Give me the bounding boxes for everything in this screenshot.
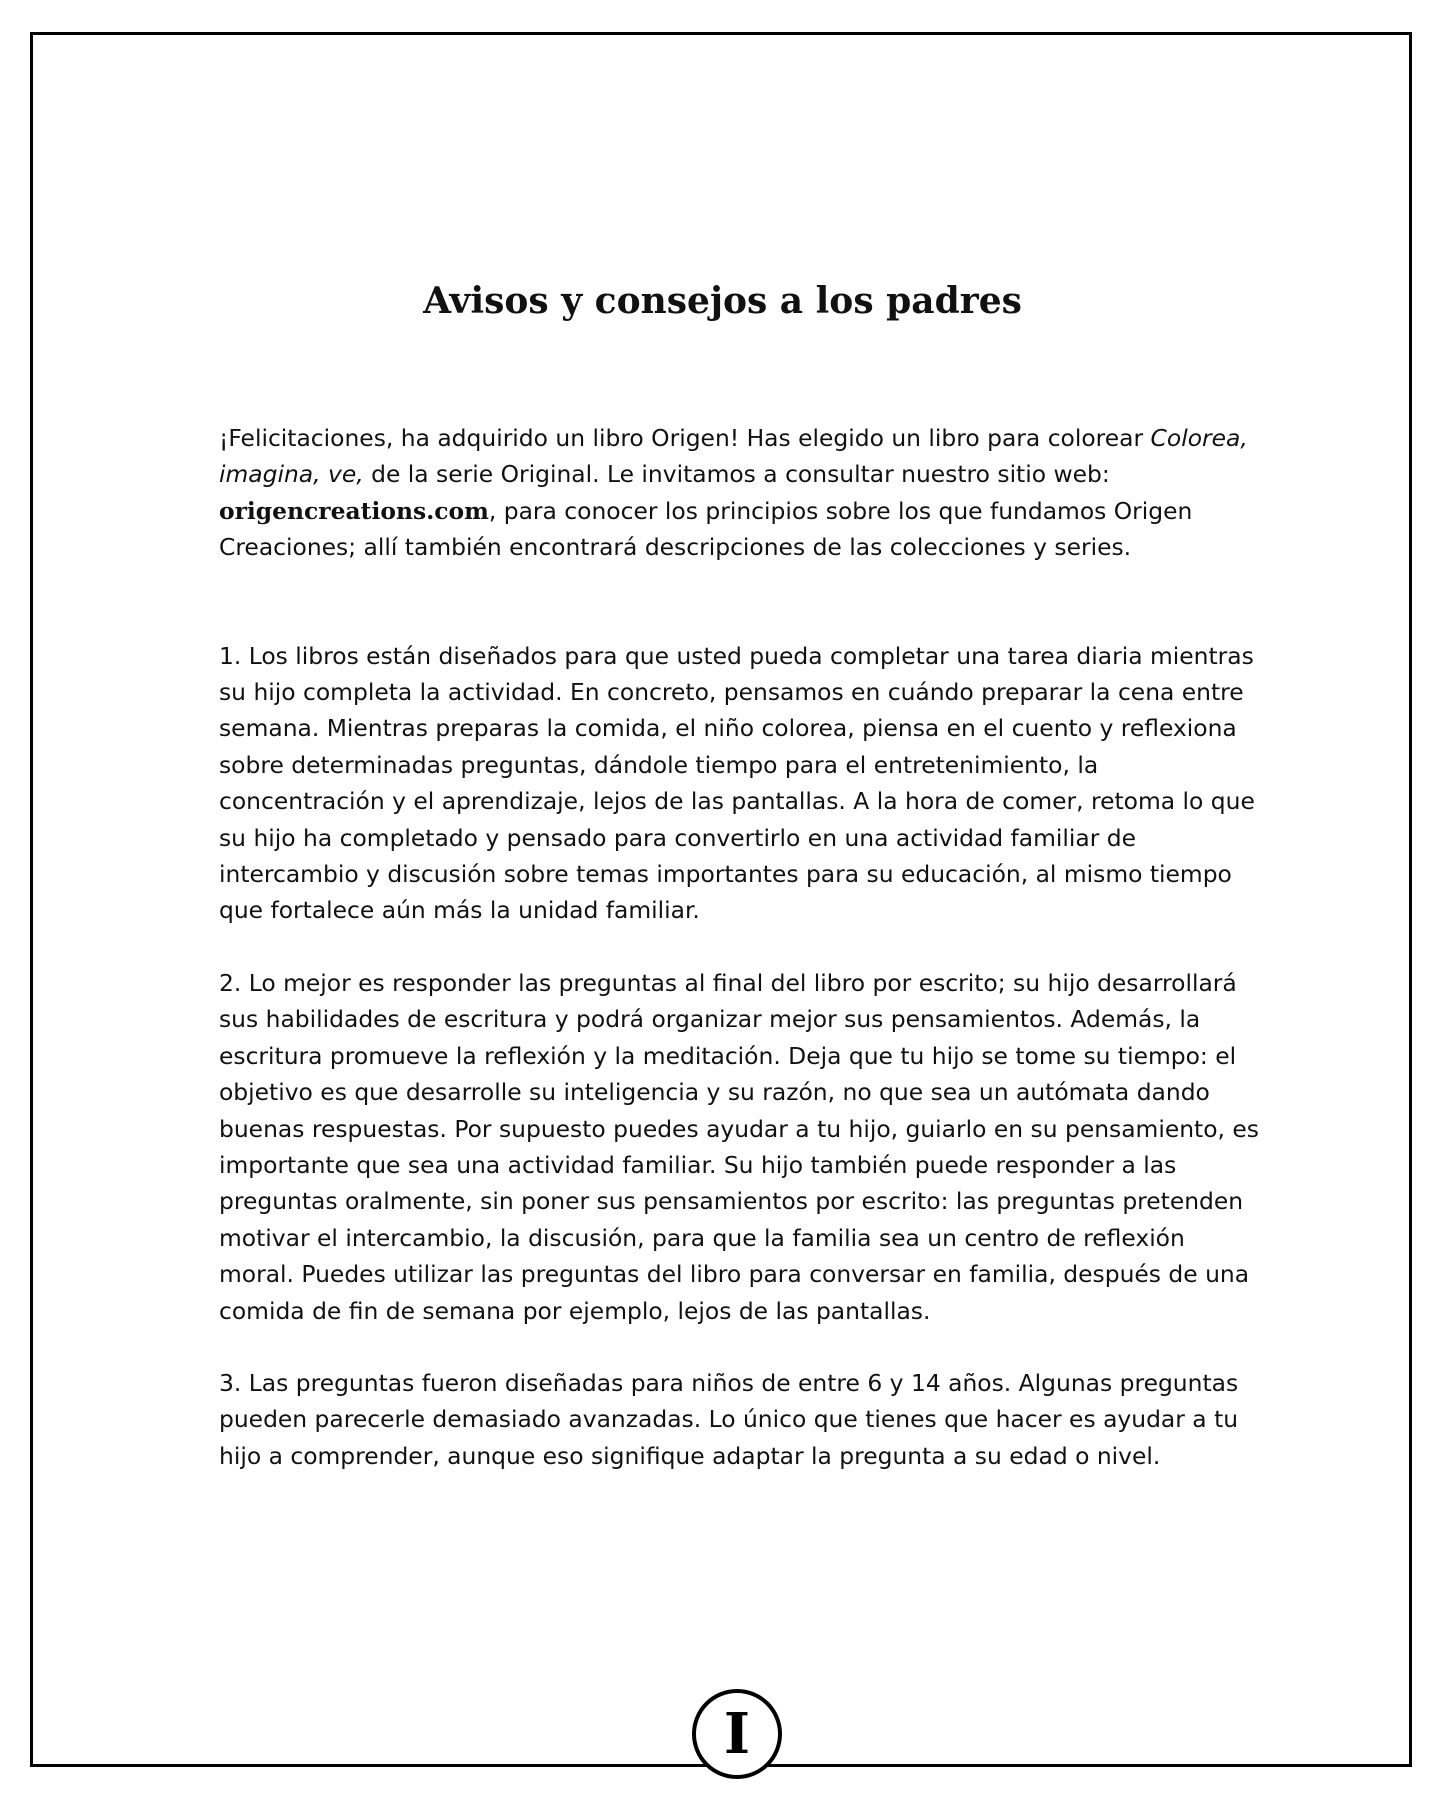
origen-logo-icon	[692, 1689, 782, 1779]
advice-paragraph-2: 2. Lo mejor es responder las preguntas al final del libro por escrito; su hijo desarrollará sus habilidades de escritura y podrá organizar mejor sus pensamientos. Además, la escritura promueve la reflexión y la meditación. Deja que tu hijo se tome su tiempo: el objetivo es que desarrolle su inteligencia y su razón, no que sea un autómata dando buenas respuestas. Por supuesto puedes ayudar a tu hijo, guiarlo en su pensamiento, es importante que sea una actividad familiar. Su hijo también puede responder a las preguntas oralmente, sin poner sus pensamientos por escrito: las preguntas pretenden motivar el intercambio, la discusión, para que la familia sea un centro de reflexión moral. Puedes utilizar las preguntas del libro para conversar en familia, después de una comida de fin de semana por ejemplo, lejos de las pantallas.	[219, 968, 1259, 1325]
page-title: Avisos y consejos a los padres	[423, 280, 1022, 322]
website-link[interactable]: origencreations.com	[219, 496, 489, 525]
intro-text-1: ¡Felicitaciones, ha adquirido un libro Origen! Has elegido un libro para colorear	[219, 424, 1151, 452]
document-body	[219, 420, 1259, 1510]
logo-letter: I	[723, 1701, 751, 1767]
advice-paragraph-3: 3. Las preguntas fueron diseñadas para niños de entre 6 y 14 años. Algunas preguntas pueden parecerle demasiado avanzadas. Lo único que tienes que hacer es ayudar a tu hijo a comprender, aunque eso signifique adaptar la pregunta a su edad o nivel.	[219, 1368, 1239, 1470]
intro-text-2: de la serie Original. Le invitamos a consultar nuestro sitio web:	[363, 460, 1110, 489]
book-title: Colorea, imagina, ve,	[219, 424, 1248, 489]
intro-paragraph	[219, 420, 1259, 566]
intro-text-3: , para conocer los principios sobre los que fundamos Origen Creaciones; allí también encontrará descripciones de las colecciones y series.	[219, 496, 1193, 562]
advice-paragraph-1: 1. Los libros están diseñados para que usted pueda completar una tarea diaria mientras su hijo completa la actividad. En concreto, pensamos en cuándo preparar la cena entre semana. Mientras preparas la comida, el niño colorea, piensa en el cuento y reflexiona sobre determinadas preguntas, dándole tiempo para el entretenimiento, la concentración y el aprendizaje, lejos de las pantallas. A la hora de comer, retoma lo que su hijo ha completado y pensado para convertirlo en una actividad familiar de intercambio y discusión sobre temas importantes para su educación, al mismo tiempo que fortalece aún más la unidad familiar.	[219, 641, 1255, 925]
